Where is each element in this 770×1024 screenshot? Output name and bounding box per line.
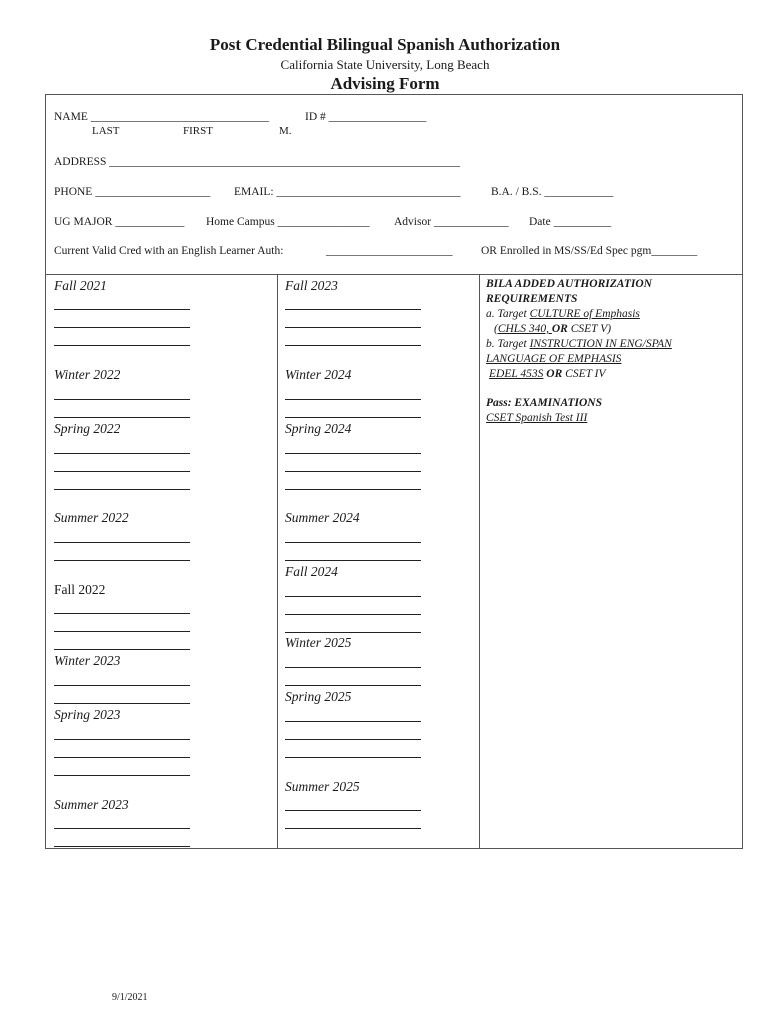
requirement-b-prefix: b. Target [486, 338, 530, 350]
blank-line[interactable] [54, 757, 190, 758]
requirement-b-alt: CSET IV [562, 368, 606, 380]
requirement-b-course-text: EDEL 453S [489, 368, 544, 380]
blank-line[interactable] [285, 828, 421, 829]
term-summer-2024: Summer 2024 [285, 510, 360, 525]
address-field[interactable]: ADDRESS _____________________________________________________________ [54, 156, 461, 168]
blank-line[interactable] [54, 542, 190, 543]
term-fall-2022: Fall 2022 [54, 582, 106, 597]
term-summer-2022: Summer 2022 [54, 510, 129, 525]
blank-line[interactable] [54, 703, 190, 704]
term-spring-2024: Spring 2024 [285, 421, 352, 436]
blank-line[interactable] [54, 828, 190, 829]
blank-line[interactable] [54, 775, 190, 776]
id-field[interactable]: ID # _________________ [305, 111, 427, 123]
cred-field[interactable]: ______________________ [326, 245, 453, 257]
blank-line[interactable] [285, 560, 421, 561]
term-winter-2022: Winter 2022 [54, 367, 121, 382]
cred-label: Current Valid Cred with an English Learner Auth: [54, 245, 284, 257]
page-title: Post Credential Bilingual Spanish Authorization [209, 35, 561, 54]
blank-line[interactable] [54, 846, 190, 847]
requirement-b-or: OR [543, 368, 563, 380]
blank-line[interactable] [285, 399, 421, 400]
section-divider [46, 274, 742, 275]
middle-label: M. [279, 125, 292, 137]
page-subtitle: California State University, Long Beach [280, 57, 490, 72]
term-spring-2022: Spring 2022 [54, 421, 121, 436]
blank-line[interactable] [285, 309, 421, 310]
requirements-heading: BILA ADDED AUTHORIZATION [486, 278, 652, 290]
blank-line[interactable] [285, 685, 421, 686]
term-fall-2023: Fall 2023 [285, 278, 338, 293]
blank-line[interactable] [54, 345, 190, 346]
blank-line[interactable] [285, 739, 421, 740]
requirements-heading-2: REQUIREMENTS [486, 293, 578, 305]
term-summer-2025: Summer 2025 [285, 779, 360, 794]
email-field[interactable]: EMAIL: ________________________________ [234, 186, 461, 198]
blank-line[interactable] [285, 471, 421, 472]
requirement-a-alt: CSET V) [567, 323, 612, 335]
requirement-b [486, 337, 736, 352]
requirement-b-course [486, 367, 736, 382]
phone-field[interactable]: PHONE ____________________ [54, 186, 211, 198]
form-frame [45, 94, 743, 849]
pass-test: CSET Spanish Test III [486, 412, 588, 424]
form-title: Advising Form [330, 74, 440, 93]
blank-line[interactable] [285, 757, 421, 758]
blank-line[interactable] [285, 489, 421, 490]
blank-line[interactable] [54, 613, 190, 614]
column-divider-2 [479, 274, 480, 848]
name-field[interactable]: NAME _______________________________ [54, 111, 269, 123]
blank-line[interactable] [285, 632, 421, 633]
term-spring-2025: Spring 2025 [285, 689, 352, 704]
requirements-panel [486, 277, 736, 426]
blank-line[interactable] [285, 614, 421, 615]
blank-line[interactable] [285, 345, 421, 346]
requirement-a-or: OR [551, 323, 568, 335]
blank-line[interactable] [54, 309, 190, 310]
blank-line[interactable] [285, 667, 421, 668]
advisor-field[interactable]: Advisor _____________ [394, 216, 509, 228]
term-winter-2025: Winter 2025 [285, 635, 352, 650]
blank-line[interactable] [54, 327, 190, 328]
term-winter-2024: Winter 2024 [285, 367, 352, 382]
term-spring-2023: Spring 2023 [54, 707, 121, 722]
blank-line[interactable] [54, 649, 190, 650]
requirement-a-prefix: a. Target [486, 308, 530, 320]
first-label: FIRST [183, 125, 213, 137]
blank-line[interactable] [54, 560, 190, 561]
term-summer-2023: Summer 2023 [54, 797, 129, 812]
blank-line[interactable] [285, 721, 421, 722]
blank-line[interactable] [54, 471, 190, 472]
blank-line[interactable] [285, 453, 421, 454]
pass-examinations: Pass: EXAMINATIONS [486, 397, 602, 409]
requirement-a [486, 307, 736, 322]
blank-line[interactable] [285, 327, 421, 328]
requirement-a-link: CULTURE of Emphasis [529, 308, 640, 320]
footer-date: 9/1/2021 [112, 992, 148, 1003]
blank-line[interactable] [285, 417, 421, 418]
blank-line[interactable] [54, 489, 190, 490]
date-field[interactable]: Date __________ [529, 216, 612, 228]
ug-major-field[interactable]: UG MAJOR ____________ [54, 216, 185, 228]
term-winter-2023: Winter 2023 [54, 653, 121, 668]
term-fall-2021: Fall 2021 [54, 278, 107, 293]
blank-line[interactable] [54, 739, 190, 740]
requirement-b-link: INSTRUCTION IN ENG/SPAN [529, 338, 672, 350]
blank-line[interactable] [54, 417, 190, 418]
blank-line[interactable] [54, 399, 190, 400]
requirement-a-course [486, 322, 736, 337]
home-campus-field[interactable]: Home Campus ________________ [206, 216, 370, 228]
enrolled-field[interactable]: OR Enrolled in MS/SS/Ed Spec pgm________ [481, 245, 698, 257]
term-fall-2024: Fall 2024 [285, 564, 338, 579]
spacer [486, 382, 736, 396]
blank-line[interactable] [54, 631, 190, 632]
last-label: LAST [92, 125, 120, 137]
blank-line[interactable] [54, 453, 190, 454]
requirement-a-course-text: (CHLS 340, [494, 323, 552, 335]
blank-line[interactable] [285, 596, 421, 597]
requirement-b-link-2: LANGUAGE OF EMPHASIS [486, 353, 622, 365]
blank-line[interactable] [54, 685, 190, 686]
degree-field[interactable]: B.A. / B.S. ____________ [491, 186, 614, 198]
blank-line[interactable] [285, 542, 421, 543]
blank-line[interactable] [285, 810, 421, 811]
column-divider-1 [277, 274, 278, 848]
